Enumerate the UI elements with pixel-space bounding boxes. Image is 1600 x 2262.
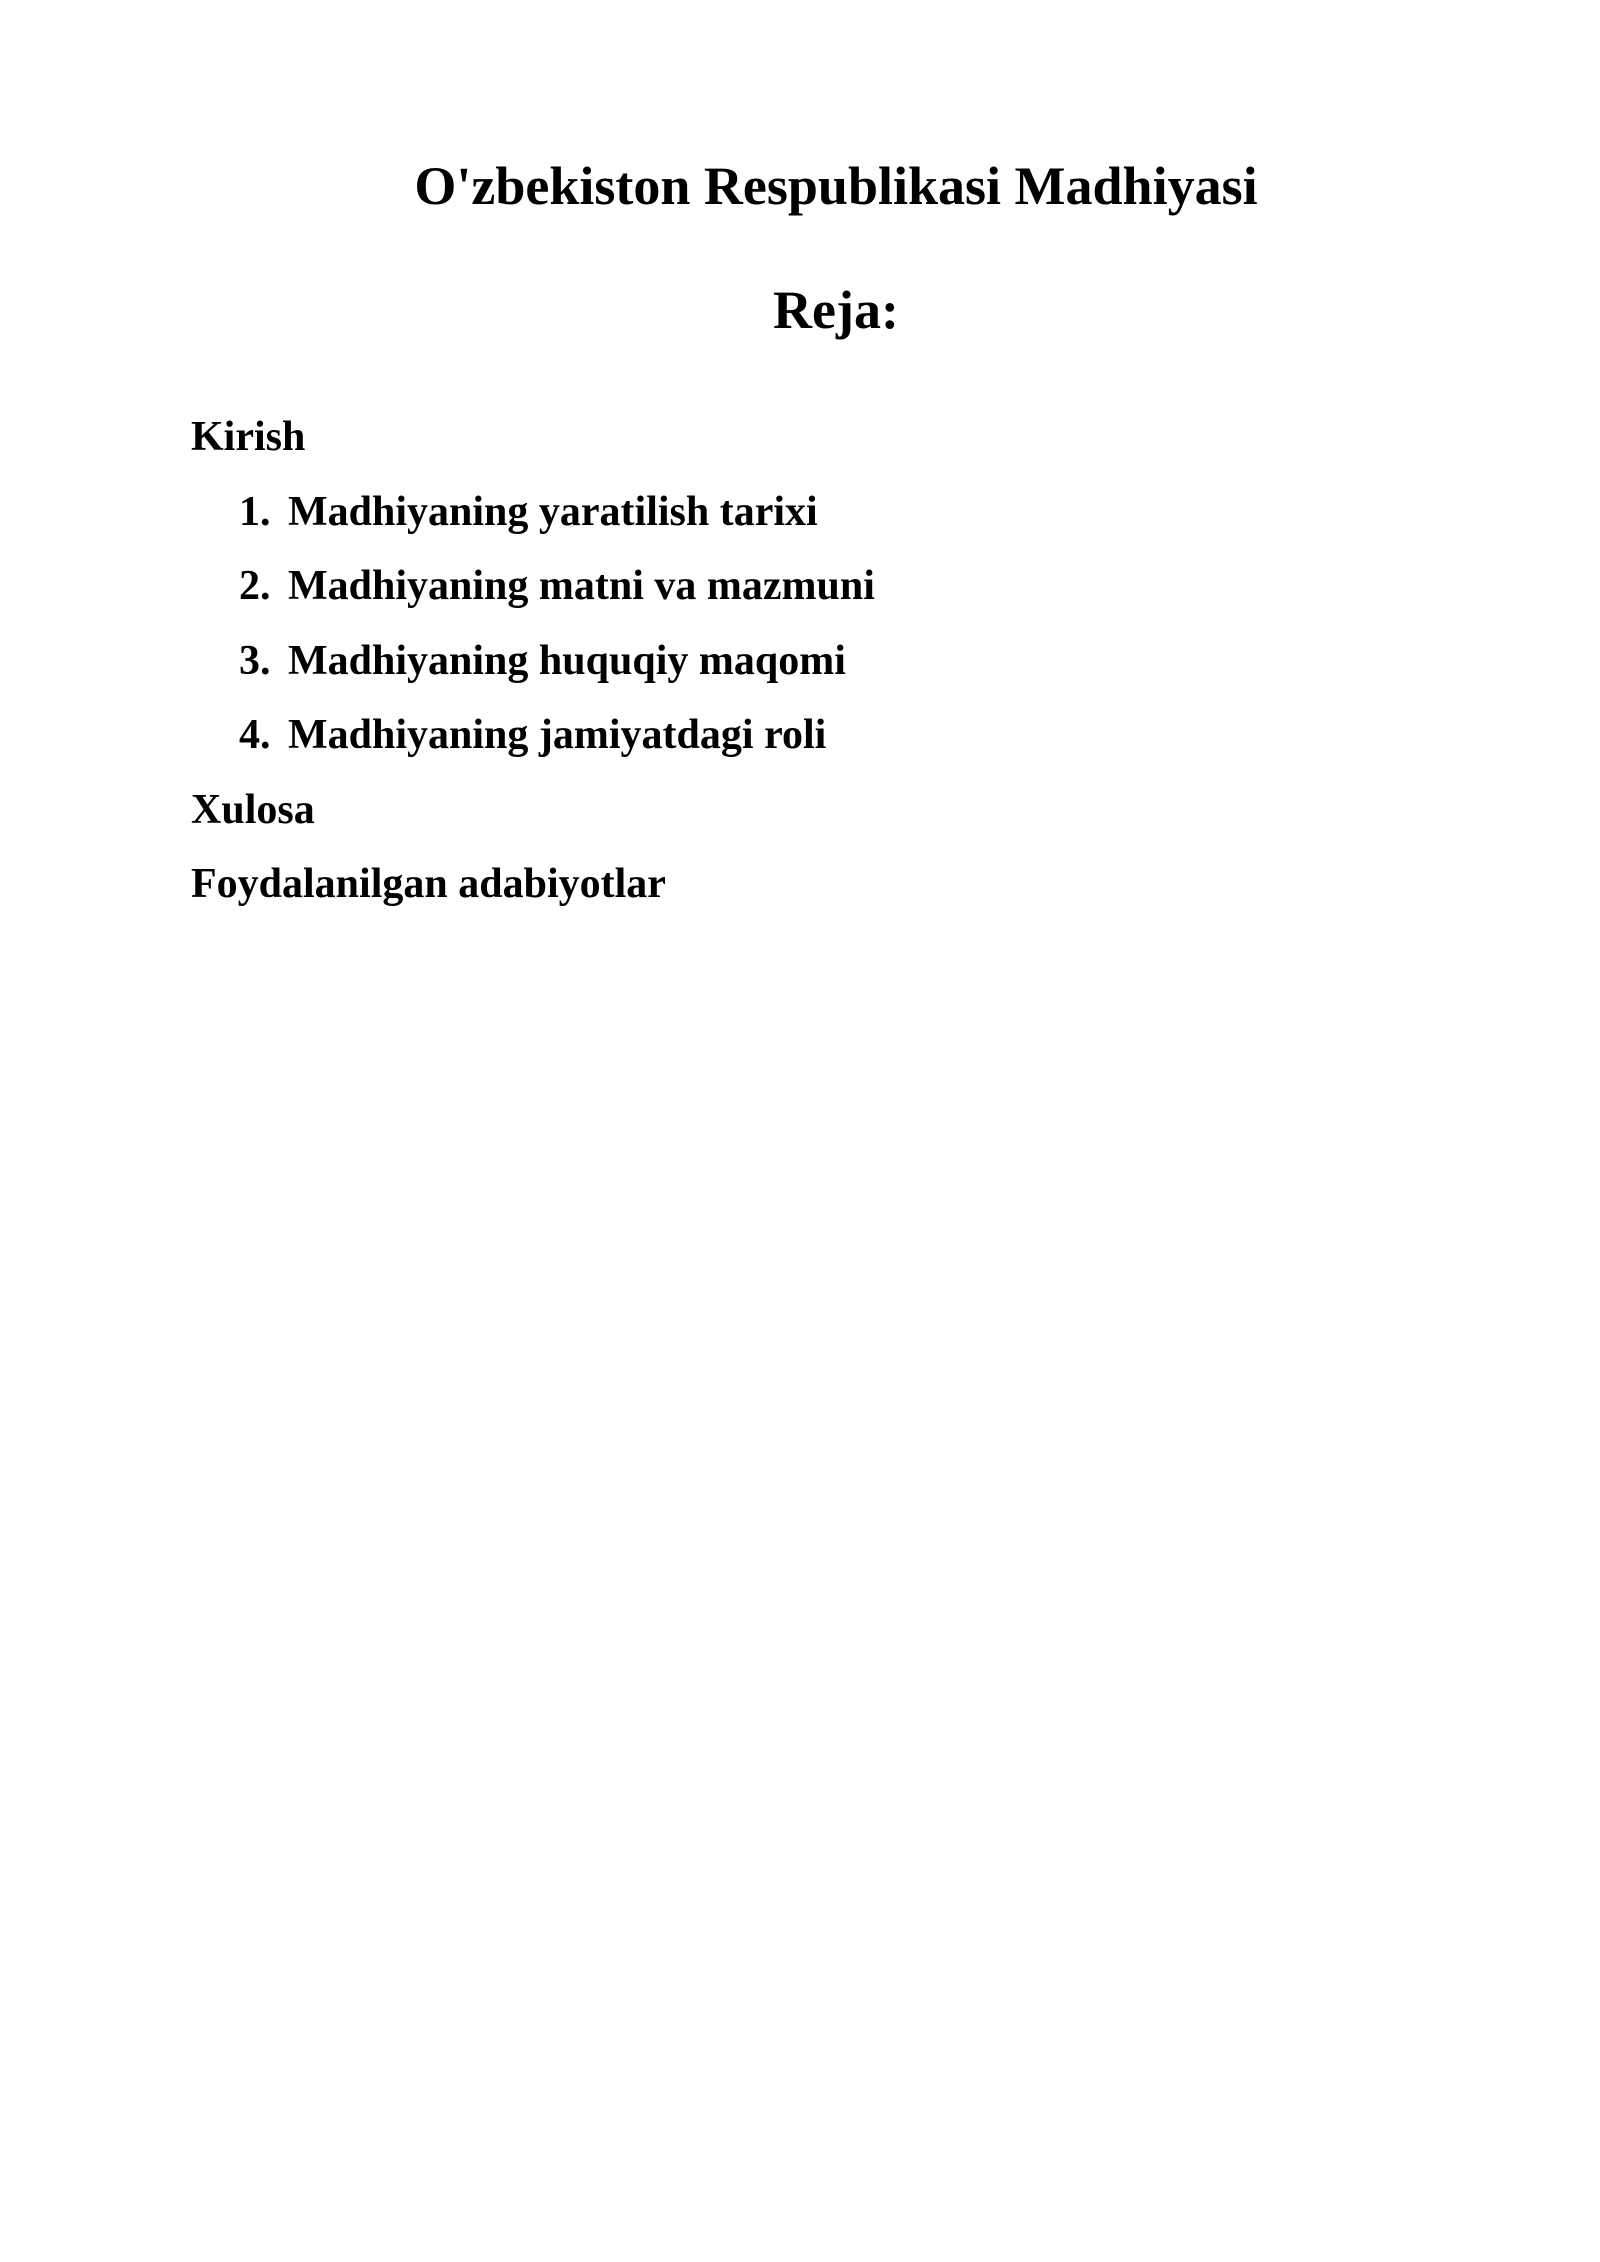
list-item-number: 4. bbox=[239, 712, 271, 758]
plan-intro: Kirish bbox=[191, 414, 306, 460]
list-item bbox=[191, 549, 1441, 624]
list-item bbox=[191, 698, 1441, 773]
list-item-label: Madhiyaning yaratilish tarixi bbox=[288, 488, 818, 535]
plan-numbered-list bbox=[191, 475, 1441, 773]
list-item bbox=[191, 624, 1441, 699]
list-item-label: Madhiyaning huquqiy maqomi bbox=[288, 637, 846, 684]
list-item-label: Madhiyaning matni va mazmuni bbox=[288, 563, 875, 609]
list-item-label: Madhiyaning jamiyatdagi roli bbox=[288, 712, 827, 758]
list-item bbox=[191, 475, 1441, 550]
plan-heading: Reja: bbox=[773, 280, 899, 340]
list-item-number: 2. bbox=[239, 563, 271, 609]
document-title: O'zbekiston Respublikasi Madhiyasi bbox=[414, 156, 1258, 216]
plan-outline bbox=[191, 400, 1441, 922]
list-item-number: 3. bbox=[239, 637, 271, 684]
list-item-number: 1. bbox=[239, 488, 271, 535]
plan-references: Foydalanilgan adabiyotlar bbox=[191, 861, 666, 907]
plan-conclusion: Xulosa bbox=[191, 786, 315, 833]
